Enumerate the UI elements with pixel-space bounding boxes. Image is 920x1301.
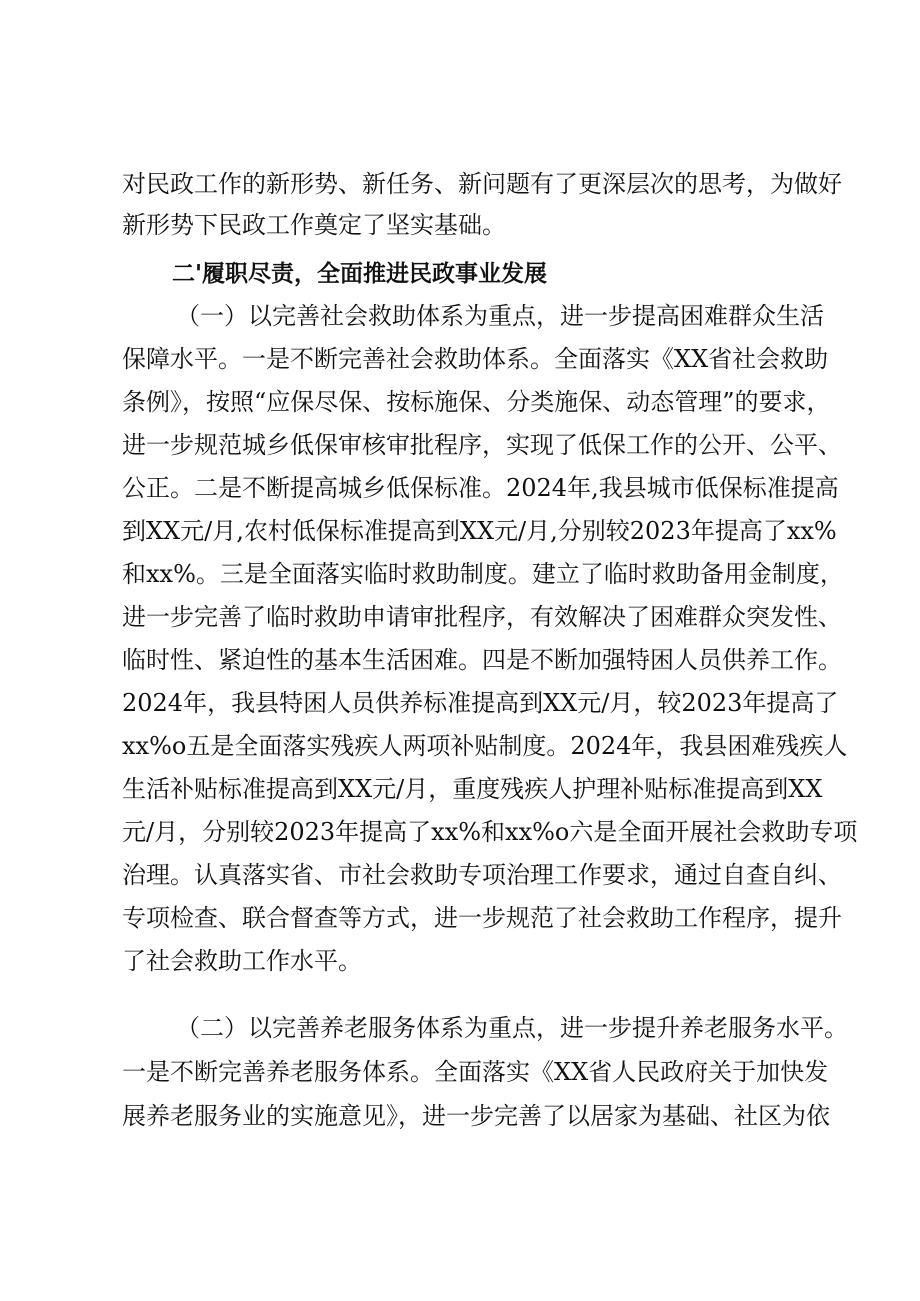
paragraph-line: 条例》，按照“应保尽保、按标施保、分类施保、动态管理”的要求， <box>122 388 831 416</box>
paragraph-line: 一是不断完善养老服务体系。全面落实《XX省人民政府关于加快发 <box>122 1058 829 1086</box>
intro-line: 新形势下民政工作奠定了坚实基础。 <box>122 211 506 239</box>
paragraph-line: 2024年，我县特困人员供养标准提高到XX元/月，较2023年提高了 <box>122 689 839 717</box>
paragraph-line: （一）以完善社会救助体系为重点，进一步提高困难群众生活 <box>176 302 824 330</box>
paragraph-line: 进一步完善了临时救助申请审批程序，有效解决了困难群众突发性、 <box>122 603 842 631</box>
paragraph-line: 生活补贴标准提高到XX元/月，重度残疾人护理补贴标准提高到XX <box>122 775 823 803</box>
paragraph-line: 进一步规范城乡低保审核审批程序，实现了低保工作的公开、公平、 <box>122 431 842 459</box>
paragraph-line: 和xx%。三是全面落实临时救助制度。建立了临时救助备用金制度， <box>122 560 844 588</box>
paragraph-line: （二）以完善养老服务体系为重点，进一步提升养老服务水平。 <box>176 1014 848 1042</box>
section-heading: 二'履职尽责，全面推进民政事业发展 <box>172 261 548 287</box>
paragraph-line: 到XX元/月,农村低保标准提高到XX元/月,分别较2023年提高了xx% <box>122 517 837 545</box>
paragraph-line: 元/月，分别较2023年提高了xx%和xx%o六是全面开展社会救助专项 <box>122 818 858 846</box>
paragraph-line: xx%o五是全面落实残疾人两项补贴制度。2024年，我县困难残疾人 <box>122 732 848 760</box>
paragraph-line: 专项检查、联合督查等方式，进一步规范了社会救助工作程序，提升 <box>122 904 842 932</box>
paragraph-line: 展养老服务业的实施意见》，进一步完善了以居家为基础、社区为依 <box>122 1102 830 1130</box>
paragraph-line: 公正。二是不断提高城乡低保标准。2024年,我县城市低保标准提高 <box>122 474 839 502</box>
paragraph-line: 临时性、紧迫性的基本生活困难。四是不断加强特困人员供养工作。 <box>122 646 842 674</box>
paragraph-line: 了社会救助工作水平。 <box>122 947 362 975</box>
paragraph-line: 治理。认真落实省、市社会救助专项治理工作要求，通过自查自纠、 <box>122 861 842 889</box>
intro-line: 对民政工作的新形势、新任务、新问题有了更深层次的思考，为做好 <box>122 170 842 198</box>
paragraph-line: 保障水平。一是不断完善社会救助体系。全面落实《XX省社会救助 <box>122 345 829 373</box>
